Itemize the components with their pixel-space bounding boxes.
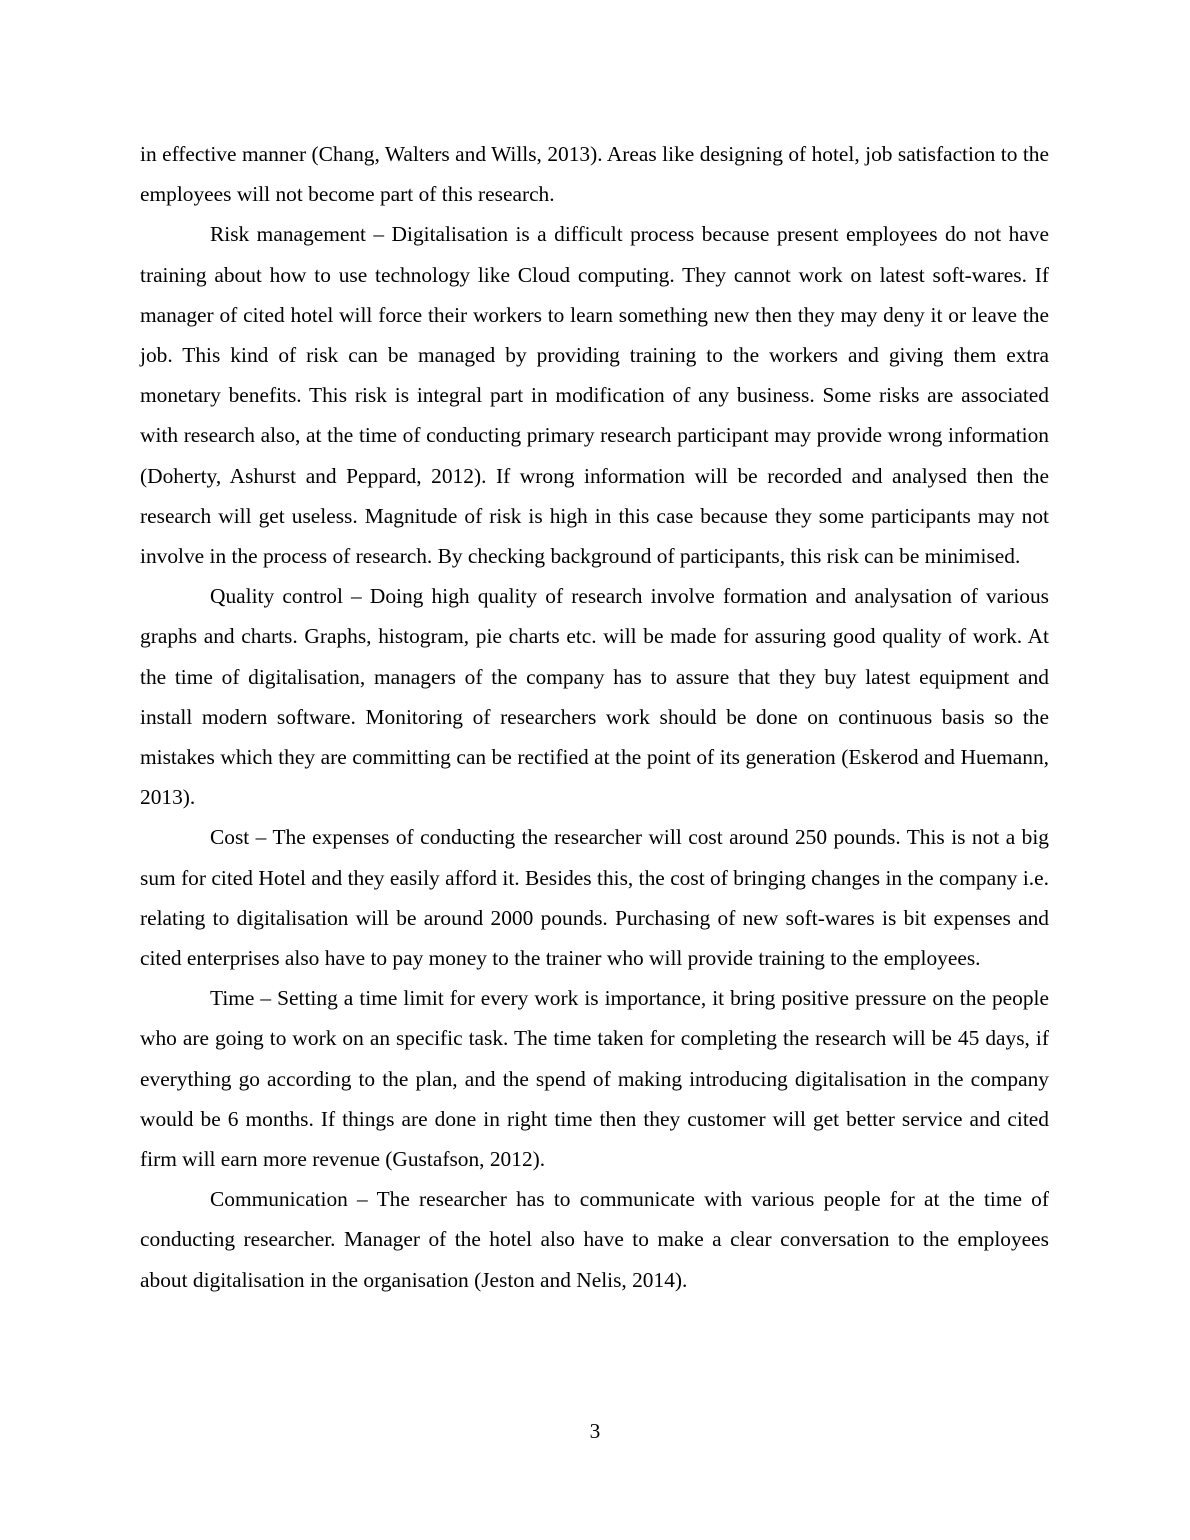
paragraph-quality-control: Quality control – Doing high quality of research involve formation and analysation of various graphs and charts. Graphs, histogram, pie charts etc. will be made for assuring good quality of work. At the time of digitalisation, managers of the company has to assure that they buy latest equipment and install modern software. Monitoring of researchers work should be done on continuous basis so the mistakes which they are committing can be rectified at the point of its generation (Eskerod and Huemann, 2013). — [140, 584, 1049, 810]
page-number: 3 — [589, 1419, 601, 1443]
body-text — [140, 134, 1049, 1300]
paragraph-cost: Cost – The expenses of conducting the researcher will cost around 250 pounds. This is not a big sum for cited Hotel and they easily afford it. Besides this, the cost of bringing changes in the company i.e. relating to digitalisation will be around 2000 pounds. Purchasing of new soft-wares is bit expenses and cited enterprises also have to pay money to the trainer who will provide training to the employees. — [140, 825, 1049, 971]
paragraph-communication: Communication – The researcher has to communicate with various people for at the time of conducting researcher. Manager of the hotel also have to make a clear conversation to the employees about digitalisation in the organisation (Jeston and Nelis, 2014). — [140, 1187, 1049, 1292]
paragraph-time: Time – Setting a time limit for every work is importance, it bring positive pressure on the people who are going to work on an specific task. The time taken for completing the research will be 45 days, if everything go according to the plan, and the spend of making introducing digitalisation in the company would be 6 months. If things are done in right time then they customer will get better service and cited firm will earn more revenue (Gustafson, 2012). — [140, 986, 1049, 1172]
paragraph-risk-management: Risk management – Digitalisation is a difficult process because present employees do not have training about how to use technology like Cloud computing. They cannot work on latest soft-wares. If manager of cited hotel will force their workers to learn something new then they may deny it or leave the job. This kind of risk can be managed by providing training to the workers and giving them extra monetary benefits. This risk is integral part in modification of any business. Some risks are associated with research also, at the time of conducting primary research participant may provide wrong information (Doherty, Ashurst and Peppard, 2012). If wrong information will be recorded and analysed then the research will get useless. Magnitude of risk is high in this case because they some participants may not involve in the process of research. By checking background of participants, this risk can be minimised. — [140, 222, 1049, 569]
paragraph-scope-continuation: in effective manner (Chang, Walters and Wills, 2013). Areas like designing of hotel, job satisfaction to the employees will not become part of this research. — [140, 142, 1049, 207]
